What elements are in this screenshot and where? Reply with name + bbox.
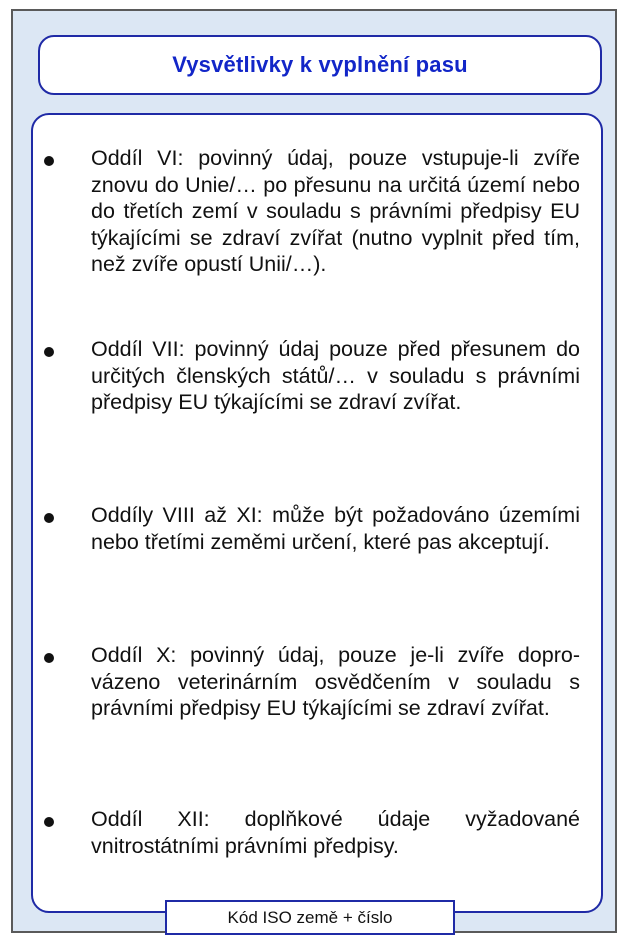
bullet-icon [44, 156, 54, 166]
list-item-text: Oddíl VII: povinný údaj pouze před přesunem do určitých členských států/… v souladu s právními předpisy EU týkajícími se zdraví zvířat. [91, 337, 580, 414]
title-box [38, 35, 602, 95]
bullet-icon [44, 347, 54, 357]
page-title: Vysvětlivky k vyplnění pasu [172, 52, 468, 77]
list-item-text: Oddíl XII: doplňkové údaje vyžadované vnitrostátními právními předpisy. [91, 807, 580, 858]
list-item-text: Oddíly VIII až XI: může být požadováno územími nebo třetími zeměmi určení, které pas akceptují. [91, 503, 580, 554]
list-item-text: Oddíl VI: povinný údaj, pouze vstupuje-li zvíře znovu do Unie/… po přesunu na určitá území nebo do třetích zemí v souladu s právními předpisy EU týkajícími se zdraví zvířat (nutno vyplnit před tím, než zvíře opustí Unii/…). [91, 146, 580, 276]
content-box [31, 113, 603, 913]
bullet-icon [44, 817, 54, 827]
bullet-icon [44, 653, 54, 663]
footer-box [165, 900, 455, 935]
bullet-icon [44, 513, 54, 523]
list-item-text: Oddíl X: povinný údaj, pouze je-li zvíře dopro-vázeno veterinárním osvědčením v souladu s právními předpisy EU týkajícími se zdraví zvířat. [91, 643, 580, 720]
footer-label: Kód ISO země + číslo [227, 907, 393, 927]
